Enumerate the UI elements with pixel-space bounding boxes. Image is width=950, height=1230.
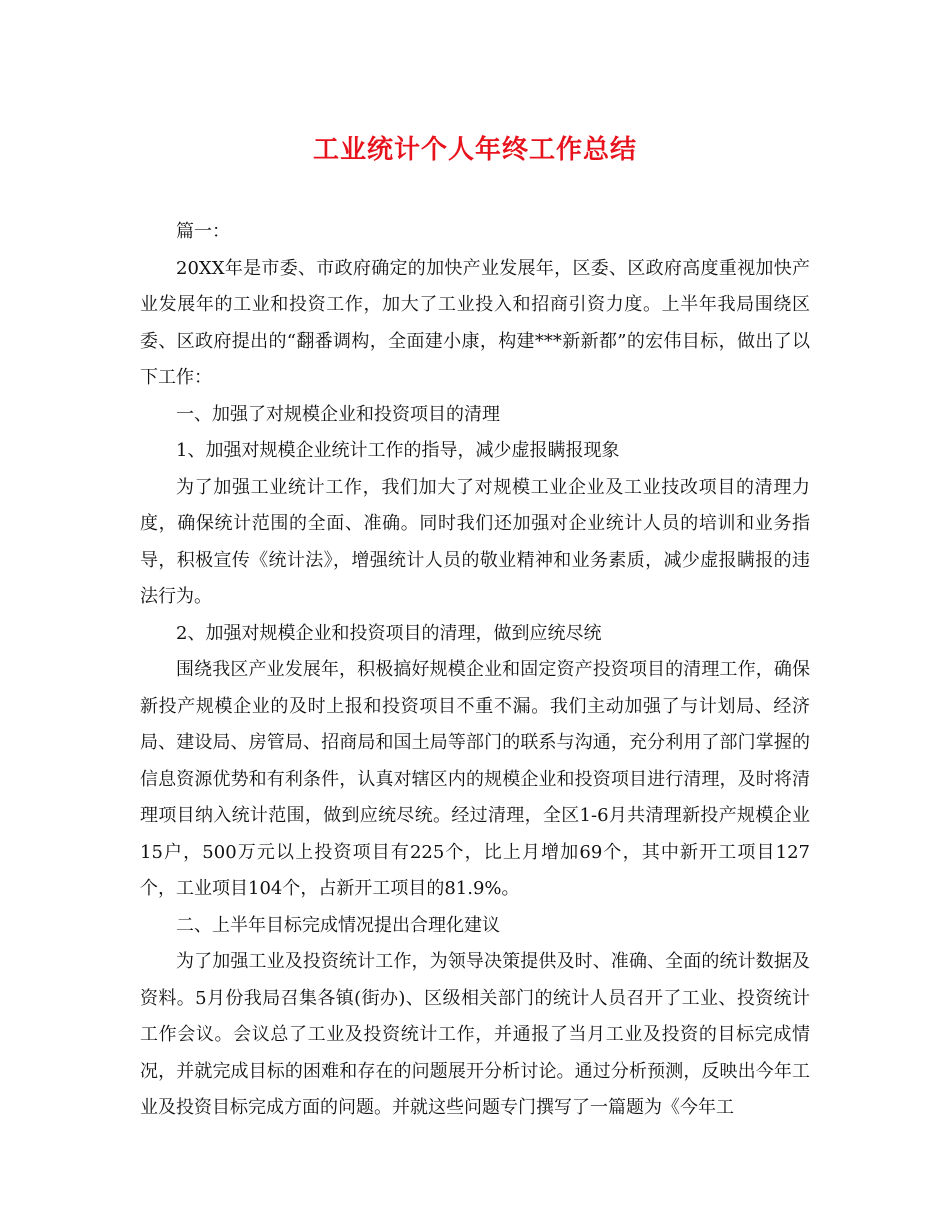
heading-subsection-2: 2、加强对规模企业和投资项目的清理，做到应统尽统 [176, 622, 602, 644]
document-page [140, 130, 810, 1127]
heading-subsection-1: 1、加强对规模企业统计工作的指导，减少虚报瞒报现象 [176, 440, 620, 461]
paragraph-section-label: 篇一： [176, 221, 230, 242]
paragraph-subsection-2-body: 围绕我区产业发展年，积极搞好规模企业和固定资产投资项目的清理工作，确保新投产规模企业的及时上报和投资项目不重不漏。我们主动加强了与计划局、经济局、建设局、房管局、招商局和国土局等部门的联系与沟通，充分利用了部门掌握的信息资源优势和有利条件，认真对辖区内的规模企业和投资项目进行清理，及时将清理项目纳入统计范围，做到应统尽统。经过清理，全区1-6月共清理新投产规模企业15户，500万元以上投资项目有225个，比上月增加69个，其中新开工项目127个，工业项目104个，占新开工项目的81.9%。 [140, 659, 810, 899]
document-title: 工业统计个人年终工作总结 [312, 135, 637, 165]
paragraph-section-2-body: 为了加强工业及投资统计工作，为领导决策提供及时、准确、全面的统计数据及资料。5月份我局召集各镇(街办)、区级相关部门的统计人员召开了工业、投资统计工作会议。会议总了工业及投资统计工作，并通报了当月工业及投资的目标完成情况，并就完成目标的困难和存在的问题展开分析讨论。通过分析预测，反映出今年工业及投资目标完成方面的问题。并就这些问题专门撰写了一篇题为《今年工 [140, 951, 810, 1118]
heading-section-1: 一、加强了对规模企业和投资项目的清理 [176, 403, 500, 425]
heading-section-2: 二、上半年目标完成情况提出合理化建议 [176, 914, 500, 936]
paragraph-intro: 20XX年是市委、市政府确定的加快产业发展年，区委、区政府高度重视加快产业发展年的工业和投资工作，加大了工业投入和招商引资力度。上半年我局围绕区委、区政府提出的“翻番调构，全面建小康，构建***新新都”的宏伟目标，做出了以下工作： [140, 257, 810, 388]
paragraph-subsection-1-body: 为了加强工业统计工作，我们加大了对规模工业企业及工业技改项目的清理力度，确保统计范围的全面、准确。同时我们还加强对企业统计人员的培训和业务指导，积极宣传《统计法》，增强统计人员的敬业精神和业务素质，减少虚报瞒报的违法行为。 [140, 476, 810, 607]
